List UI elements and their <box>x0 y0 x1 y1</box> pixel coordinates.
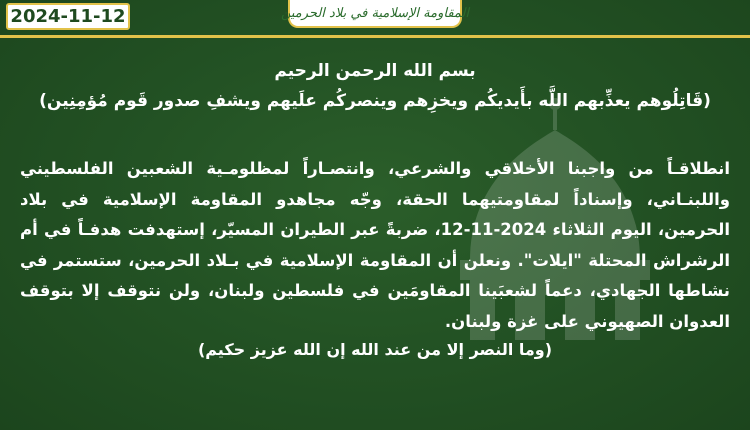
quran-verse: (قَاتِلُوهم يعذِّبهم اللَّه بأَيديكُم ويخزِهم وينصركُم علَيهم ويشفِ صدور قَوم مُؤمِنِين) <box>39 91 711 111</box>
closing-verse: (وما النصر إلا من عند الله إن الله عزيز حكيم) <box>197 340 553 359</box>
logo-calligraphy: المقاومة الإسلامية في بلاد الحرمين <box>280 5 470 21</box>
basmala: بسم الله الرحمن الرحيم <box>274 61 476 81</box>
date-text: 2024-11-12 <box>10 6 126 27</box>
date-badge <box>6 3 130 30</box>
organization-logo <box>280 0 470 26</box>
statement-content <box>12 58 738 361</box>
header-divider <box>0 35 750 38</box>
statement-body: انطلاقـاً من واجبنا الأخلاقي والشرعي، وانتصـاراً لمظلومـية الشعبين الفلسطيني واللبنـاني، وإسناداً لمقاومتيهما الحقة، وجّه مجاهدو المقاومة الإسلامية في بلاد الحرمين، اليوم الثلاثاء 2024-11-12، ضربةً عبر الطيران المسيّر، إستهدفت هدفـاً في أم الرشراش المحتلة "ايلات". ونعلن أن المقاومة الإسلامية في بـلاد الحرمين، ستستمر في نشاطها الجهادي، دعماً لشعبَينا المقاومَين في فلسطين ولبنان، ولن نتوقف إلا بتوقف العدوان الصهيوني على غزة ولبنان. <box>20 159 730 331</box>
